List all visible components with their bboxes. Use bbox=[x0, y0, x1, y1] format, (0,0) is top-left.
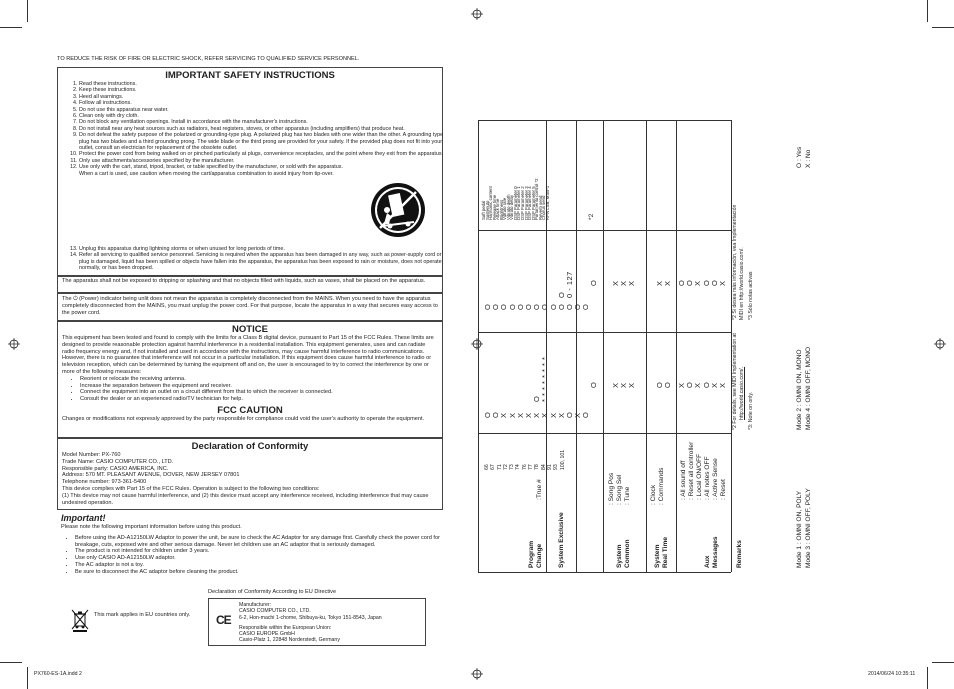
mode-3: Mode 3 : OMNI OFF, POLY bbox=[805, 488, 812, 568]
list-item: 1. Read these instructions. bbox=[79, 81, 449, 87]
list-item: • Be sure to disconnect the AC adaptor before cleaning the product. bbox=[75, 569, 445, 576]
list-item: • The AC adaptor is not a toy. bbox=[75, 562, 445, 569]
power-box bbox=[57, 293, 443, 321]
safety-list-continued bbox=[61, 246, 449, 272]
doc-line: This device complies with Part 15 of the FCC Rules. Operation is subject to the following two conditions: bbox=[62, 485, 320, 492]
registration-mark-right bbox=[934, 338, 946, 350]
manufacturer-address: 6-2, Hon-machi 1-chome, Shibuya-ku, Tokyo 151-8543, Japan bbox=[239, 614, 382, 621]
footer-left: PX760-ES-1A.indd 2 bbox=[34, 671, 82, 677]
responsible-label: Responsible within the European Union: bbox=[239, 624, 332, 631]
registration-mark-left bbox=[8, 338, 20, 350]
crop-mark bbox=[932, 662, 954, 663]
footer-right: 2014/06/24 10:35:11 bbox=[868, 671, 916, 677]
transmitted-common: X X X bbox=[611, 382, 637, 388]
list-item: 10. Protect the power cord from being walked on or pinched particularly at plugs, convenience receptacles, and the point where they exit from the apparatus. bbox=[79, 151, 449, 157]
row-header-aux: Aux Messages bbox=[704, 536, 719, 568]
mode-2: Mode 2 : OMNI ON, MONO bbox=[796, 349, 803, 430]
list-item: • Reorient or relocate the receiving antenna. bbox=[80, 376, 438, 383]
responsible-name: CASIO EUROPE GmbH bbox=[239, 631, 295, 638]
remark-2: *2 bbox=[588, 213, 595, 220]
transmitted-aux: X O X O X X bbox=[677, 381, 728, 388]
important-section bbox=[61, 513, 445, 576]
chart-rule bbox=[676, 120, 677, 572]
crop-mark bbox=[932, 27, 954, 28]
legend-no: X : No bbox=[805, 149, 812, 168]
list-item: 11. Only use attachments/accessories specified by the manufacturer. bbox=[79, 158, 449, 164]
list-item: • The product is not intended for children under 3 years. bbox=[75, 548, 445, 555]
safety-title: IMPORTANT SAFETY INSTRUCTIONS bbox=[165, 70, 335, 81]
important-intro: Please note the following important information before using this product. bbox=[61, 524, 242, 530]
chart-rule bbox=[646, 120, 647, 572]
transmitted-sysex: O bbox=[589, 381, 598, 388]
eu-heading: Declaration of Conformity According to EU Directive bbox=[208, 589, 337, 595]
registration-mark-bottom-center bbox=[471, 668, 483, 680]
dripping-text: The apparatus shall not be exposed to dripping or splashing and that no objects filled with liquids, such as vases, shall be placed on the apparatus. bbox=[62, 278, 426, 284]
ce-mark-icon: CE bbox=[216, 613, 231, 627]
crop-mark bbox=[927, 667, 928, 689]
recognized-common: X X X bbox=[611, 280, 637, 286]
row-header-realtime: System Real Time bbox=[654, 536, 669, 568]
remarks-cc: Soft pedal Sostenuto Harmonic content Release time Attack time Brightness Vibrato rate Vibrato depth Vibrato delay DSP Parameter 0 DSP Parameter 1 DSP Parameter 2 DSP Parameter 3 DSP Parameter 4 DSP Parameter 5 Portamento control *2 Reverb send Chorus send RPN LSB, MSB*1 bbox=[481, 178, 550, 220]
notice-box bbox=[57, 321, 443, 438]
list-item: 9. Do not defeat the safety purpose of the polarized or grounding-type plug. A polarized plug has two blades with one wider than the other. A grounding type plug has two blades and a third grounding prong. The wide blade or the third prong are provided for your safety. If the provided plug does not fit into your outlet, consult an electrician for replacement of the obsolete outlet. bbox=[79, 132, 449, 151]
header-warning: TO REDUCE THE RISK OF FIRE OR ELECTRIC SHOCK, REFER SERVICING TO QUALIFIED SERVICE PERSONNEL. bbox=[57, 56, 360, 62]
cc-numbers: 66 67 71 72 73 74 76 77 78 84 91 93 100, 101 bbox=[484, 449, 566, 470]
list-item: 13. Unplug this apparatus during lightning storms or when unused for long periods of time. bbox=[79, 246, 449, 252]
important-list bbox=[61, 535, 445, 576]
doc-box bbox=[57, 438, 443, 510]
chart-rule bbox=[576, 120, 577, 572]
list-item: 7. Do not block any ventilation openings. Install in accordance with the manufacturer's instructions. bbox=[79, 119, 449, 125]
transmitted-remark-3: *3: Note on only. bbox=[748, 392, 754, 430]
recognized-cc: O O O O O O O O O O O O O bbox=[483, 303, 591, 310]
transmitted-remark-1: *2 For details, see MIDI Implementation at bbox=[732, 333, 738, 430]
doc-line: Responsible party: CASIO AMERICA, INC. bbox=[62, 465, 169, 472]
fcc-text: Changes or modifications not expressly approved by the party responsible for compliance could void the user's authority to operate the equipment. bbox=[62, 415, 425, 422]
manufacturer-name: CASIO COMPUTER CO., LTD. bbox=[239, 608, 311, 615]
manufacturer-box bbox=[208, 598, 426, 646]
list-item: 8. Do not install near any heat sources such as radiators, heat registers, stoves, or other apparatus (including amplifiers) that produce heat. bbox=[79, 126, 449, 132]
transmitted-program: O * * * * * * * * bbox=[532, 356, 550, 402]
mode-1: Mode 1 : OMNI ON, POLY bbox=[796, 490, 803, 568]
list-item: • Use only CASIO AD-A12150LW adaptor. bbox=[75, 555, 445, 562]
list-item: 2. Keep these instructions. bbox=[79, 87, 449, 93]
row-header-common: System Common bbox=[616, 539, 631, 568]
doc-line: Address: 570 MT. PLEASANT AVENUE, DOVER, NEW JERSEY 07801 bbox=[62, 472, 240, 479]
notice-measures bbox=[66, 376, 438, 403]
realtime-function: : Clock : Commands bbox=[650, 467, 665, 505]
chart-rule bbox=[478, 332, 731, 333]
row-header-sysex: System Exclusive bbox=[558, 512, 565, 568]
crop-mark bbox=[27, 667, 28, 689]
recognized-remark-link[interactable]: MIDI en http://world.casio.com/. bbox=[739, 247, 745, 320]
weee-bin-icon bbox=[70, 608, 90, 632]
row-header-program: Program Change bbox=[528, 540, 543, 568]
recognized-remark-3: *3 Sólo notas activas bbox=[748, 271, 754, 320]
doc-line: Telephone number: 973-361-5400 bbox=[62, 479, 147, 486]
list-item: 4. Follow all instructions. bbox=[79, 100, 449, 106]
legend-yes: O : Yes bbox=[796, 146, 803, 168]
doc-line: Trade Name: CASIO COMPUTER CO., LTD. bbox=[62, 458, 174, 465]
common-function: : Song Pos : Song Sel : Tune bbox=[608, 472, 631, 505]
list-item: • Consult the dealer or an experienced radio/TV technician for help. bbox=[80, 396, 438, 403]
list-item: • Before using the AD-A12150LW Adaptor to power the unit, be sure to check the AC Adaptor for any damage first. Carefully check the power cord for breakage, cuts, exposed wire and other serious damage. Never let children use an AC adaptor that is seriously damaged. bbox=[75, 535, 445, 549]
crop-mark bbox=[927, 0, 928, 22]
list-item: 3. Heed all warnings. bbox=[79, 94, 449, 100]
chart-rule bbox=[478, 230, 731, 231]
list-item: 12. Use only with the cart, stand, tripod, bracket, or table specified by the manufacturer, or sold with the apparatus. When a cart is used, use caution when moving the cart/apparatus combination to avoid injury from tip-over. bbox=[79, 164, 349, 177]
registration-mark-top-center bbox=[471, 8, 483, 20]
important-title: Important! bbox=[61, 513, 106, 523]
list-item: • Connect the equipment into an outlet on a circuit different from that to which the receiver is connected. bbox=[80, 389, 438, 396]
fcc-title: FCC CAUTION bbox=[217, 404, 283, 416]
crop-mark bbox=[0, 27, 22, 28]
list-item: 5. Do not use this apparatus near water. bbox=[79, 107, 449, 113]
chart-rule bbox=[603, 120, 604, 572]
recognized-realtime: X X bbox=[655, 280, 673, 286]
crop-mark bbox=[27, 0, 28, 22]
chart-rule bbox=[478, 120, 479, 572]
notice-title: NOTICE bbox=[232, 324, 268, 335]
weee-text: This mark applies in EU countries only. bbox=[94, 612, 191, 618]
safety-instructions-box bbox=[57, 67, 443, 276]
chart-rule bbox=[478, 120, 731, 121]
responsible-address: Casio-Platz 1, 22848 Norderstedt, Germany bbox=[239, 637, 340, 644]
mode-4: Mode 4 : OMNI OFF, MONO bbox=[805, 346, 812, 430]
power-text: The ⏻ (Power) indicator being unlit does not mean the apparatus is completely disconnected from the MAINS. When you need to have the apparatus completely disconnected from the MAINS, you must unplug the power cord. For that purpose, locate the apparatus in a way that secures easy access to the power cord. bbox=[62, 296, 438, 316]
recognized-sysex: O bbox=[589, 279, 598, 286]
transmitted-remark-link[interactable]: http://world.casio.com/. bbox=[739, 366, 745, 420]
recognized-aux: O O X O O X bbox=[677, 279, 728, 286]
doc-title: Declaration of Conformity bbox=[191, 441, 309, 452]
safety-list bbox=[61, 81, 449, 177]
recognized-remark-1: *2 Si desea más información, vea Implementación bbox=[732, 204, 738, 320]
list-item: 14. Refer all servicing to qualified service personnel. Servicing is required when the apparatus has been damaged in any way, such as power-supply cord or plug is damaged, liquid has been spilled or objects have fallen into the apparatus, the apparatus has been exposed to rain or moisture, does not operate normally, or has been dropped. bbox=[79, 252, 449, 271]
doc-line: Model Number: PX-760 bbox=[62, 452, 121, 458]
notice-text: This equipment has been tested and found to comply with the limits for a Class B digital device, pursuant to Part 15 of the FCC Rules. These limits are designed to provide reasonable protection against harmful interference in a residential installation. This equipment generates, uses and can radiate radio frequency energy and, if not installed and used in accordance with the instructions, may cause harmful interference to radio communications. However, there is no guarantee that interference will not occur in a particular installation. If this equipment does cause harmful interference to radio or television reception, which can be determined by turning the equipment off and on, the user is encouraged to try to correct the interference by one or more of the following measures: bbox=[62, 335, 434, 375]
midi-chart bbox=[478, 120, 934, 572]
transmitted-realtime: O O bbox=[655, 381, 673, 388]
list-item: • Increase the separation between the equipment and receiver. bbox=[80, 383, 438, 390]
list-item: 6. Clean only with dry cloth. bbox=[79, 113, 449, 119]
cart-warning-icon bbox=[370, 182, 426, 238]
crop-mark bbox=[0, 662, 22, 663]
row-header-remarks: Remarks bbox=[736, 540, 743, 568]
transmitted-cc: O O X X X X X X X X O X O bbox=[483, 411, 591, 418]
doc-line: (1) This device may not cause harmful interference, and (2) this device must accept any interference received, including interference that may cause undesired operation. bbox=[62, 492, 429, 506]
aux-function: : All sound off : Reset all controller : Local ON/OFF : All notes OFF : Active Sense : Reset bbox=[680, 441, 727, 500]
chart-rule bbox=[478, 572, 731, 573]
chart-rule bbox=[478, 433, 731, 434]
dripping-box bbox=[57, 276, 443, 293]
manufacturer-label: Manufacturer: bbox=[239, 602, 272, 608]
recognized-program: O 0 - 127 bbox=[557, 271, 575, 298]
program-function: :True # bbox=[536, 479, 543, 500]
